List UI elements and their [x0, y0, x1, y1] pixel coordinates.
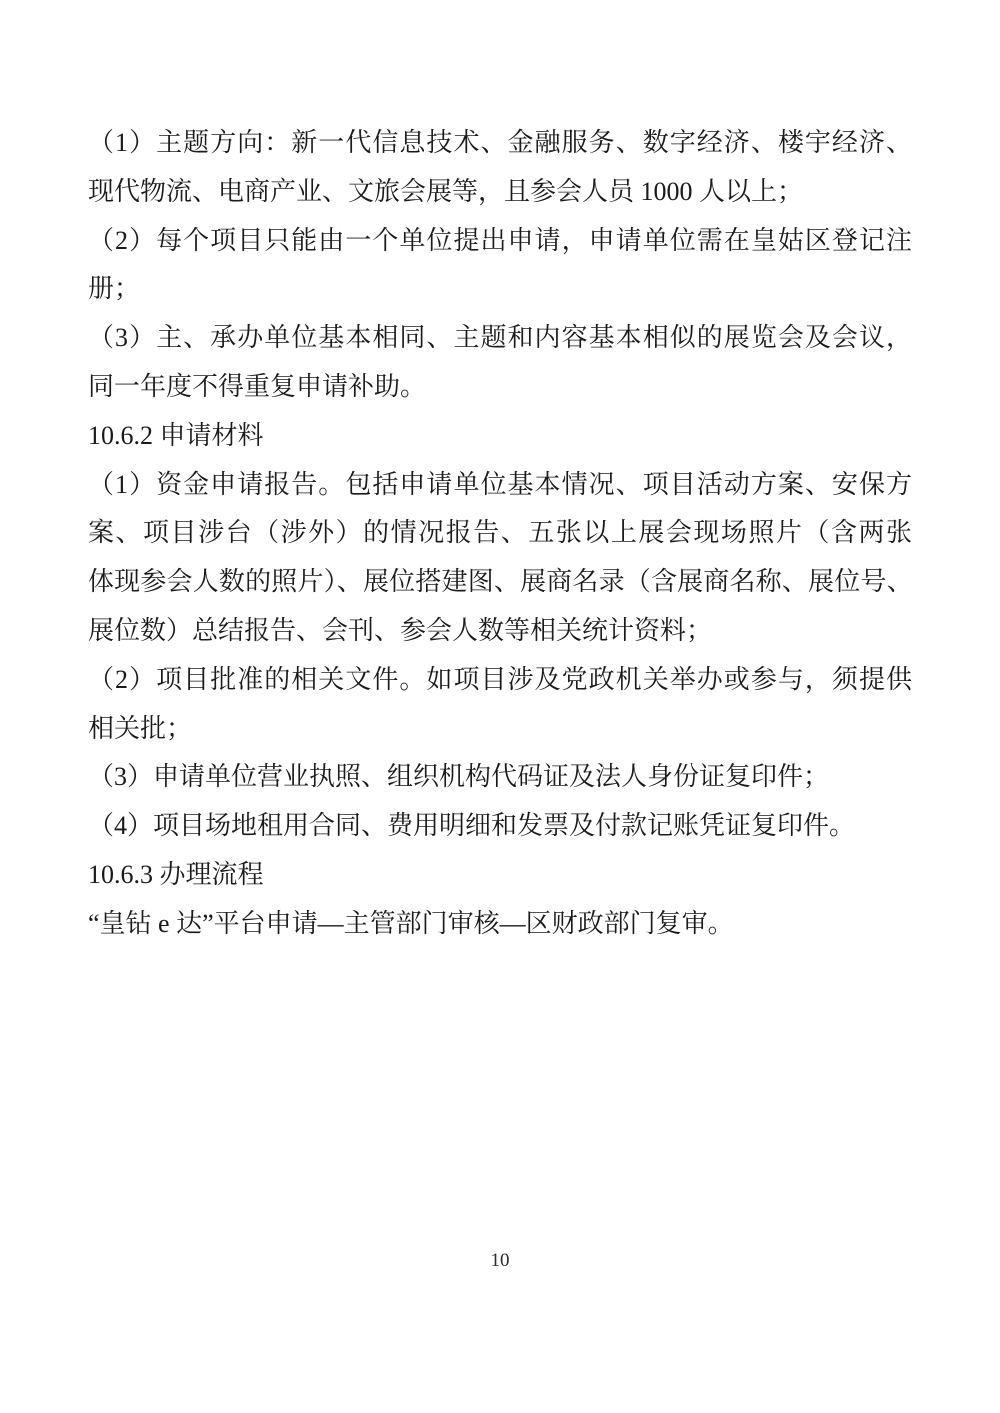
paragraph-line: “皇钻 e 达”平台申请—主管部门审核—区财政部门复审。: [88, 908, 734, 938]
paragraph-line: 册；: [88, 274, 141, 304]
section-heading: 10.6.2 申请材料: [88, 420, 264, 450]
paragraph-line: （2）每个项目只能由一个单位提出申请，申请单位需在皇姑区登记注: [88, 225, 912, 255]
paragraph-line: 案、项目涉台（涉外）的情况报告、五张以上展会现场照片（含两张: [88, 518, 912, 548]
paragraph-line: 体现参会人数的照片）、展位搭建图、展商名录（含展商名称、展位号、: [88, 567, 912, 597]
paragraph-line: （3）申请单位营业执照、组织机构代码证及法人身份证复印件；: [88, 762, 830, 792]
document-body: [88, 119, 912, 949]
paragraph-line: 展位数）总结报告、会刊、参会人数等相关统计资料；: [88, 615, 713, 645]
paragraph-line: （3）主、承办单位基本相同、主题和内容基本相似的展览会及会议，: [88, 323, 912, 353]
paragraph-line: 同一年度不得重复申请补助。: [88, 371, 427, 401]
paragraph-line: （2）项目批准的相关文件。如项目涉及党政机关举办或参与，须提供: [88, 664, 912, 694]
section-heading: 10.6.3 办理流程: [88, 859, 264, 889]
page-number: 10: [490, 1250, 510, 1271]
paragraph-line: 现代物流、电商产业、文旅会展等，且参会人员 1000 人以上；: [88, 176, 804, 206]
paragraph-line: （1）主题方向：新一代信息技术、金融服务、数字经济、楼宇经济、: [88, 128, 912, 157]
paragraph-line: （1）资金申请报告。包括申请单位基本情况、项目活动方案、安保方: [88, 469, 912, 499]
paragraph-line: （4）项目场地租用合同、费用明细和发票及付款记账凭证复印件。: [88, 811, 856, 841]
paragraph-line: 相关批；: [88, 713, 193, 743]
